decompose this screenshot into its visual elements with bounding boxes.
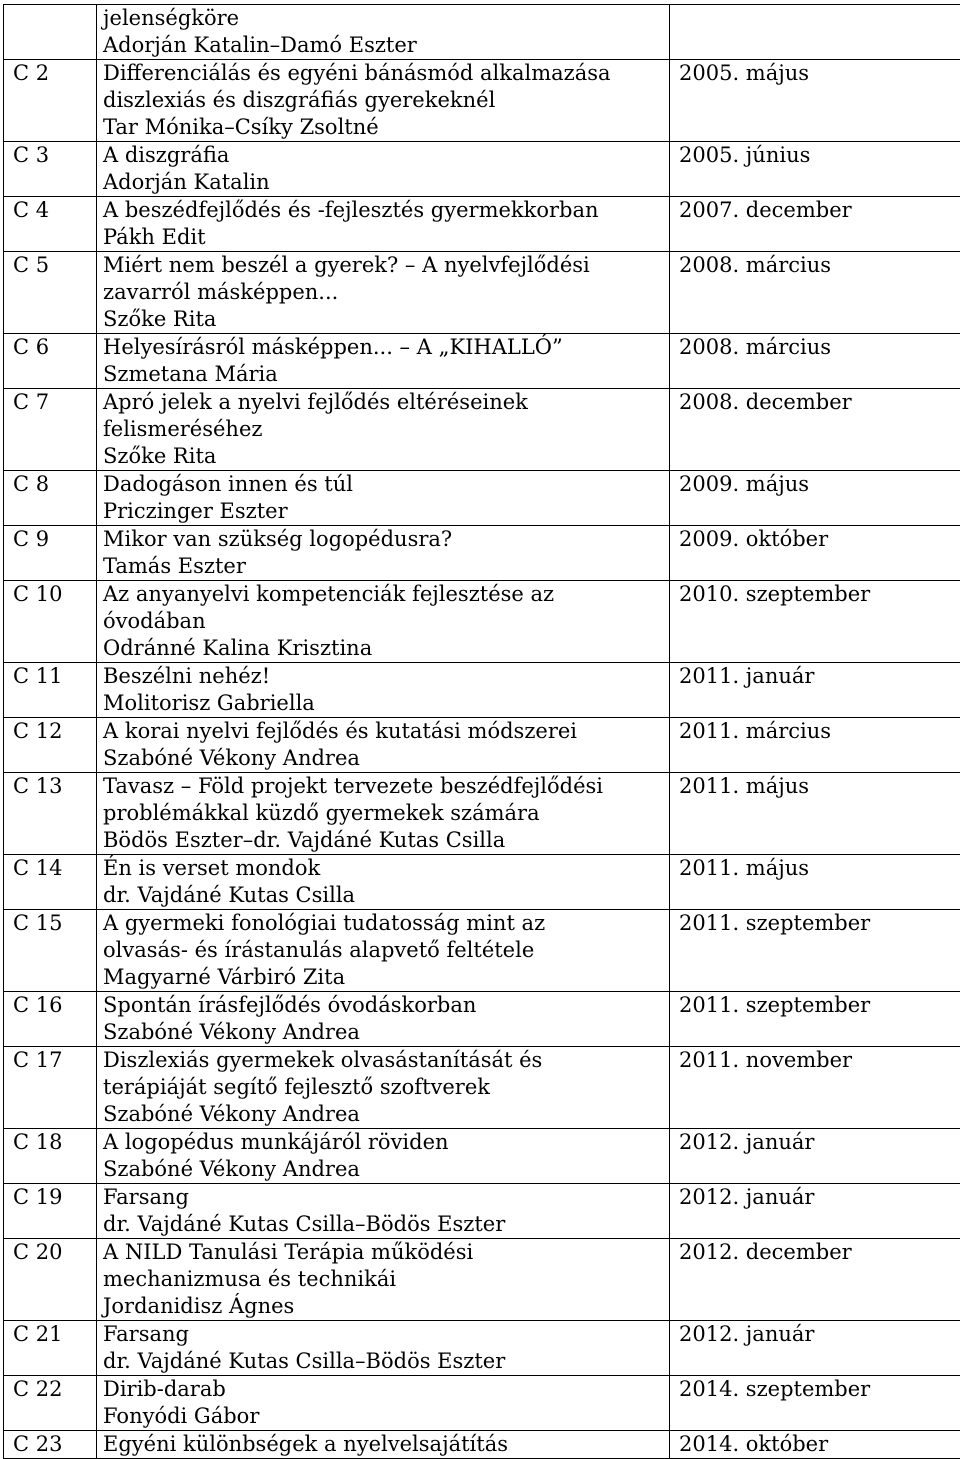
publication-date-cell [670,1431,960,1459]
publication-date: 2011. szeptember [679,992,960,1019]
table-row [4,1184,960,1239]
publication-date: 2012. január [679,1129,960,1156]
series-code-cell [4,389,97,471]
title-author-cell [97,992,670,1047]
series-code-cell [4,581,97,663]
publication-table-body [4,5,960,1459]
publication-title-line: Helyesírásról másképpen... – A „KIHALLÓ” [103,334,669,361]
series-code: C 14 [13,855,96,882]
series-code-cell [4,1376,97,1431]
publication-title-line: Diszlexiás gyermekek olvasástanítását és [103,1047,669,1074]
title-author-cell [97,718,670,773]
publication-title-line: Dadogáson innen és túl [103,471,669,498]
table-row [4,60,960,142]
series-code-cell [4,142,97,197]
publication-date: 2011. november [679,1047,960,1074]
table-row [4,855,960,910]
publication-date: 2005. június [679,142,960,169]
title-author-cell [97,581,670,663]
publication-authors: Szabóné Vékony Andrea [103,1101,669,1128]
series-code-cell [4,1184,97,1239]
title-author-cell [97,334,670,389]
series-code-cell [4,1321,97,1376]
table-row [4,1321,960,1376]
title-author-cell [97,60,670,142]
title-author-cell [97,1184,670,1239]
table-row [4,197,960,252]
publication-table [3,4,960,1459]
publication-date: 2005. május [679,60,960,87]
series-code-cell [4,718,97,773]
series-code: C 15 [13,910,96,937]
title-author-cell [97,773,670,855]
publication-date: 2011. január [679,663,960,690]
publication-date-cell [670,526,960,581]
series-code-cell [4,252,97,334]
publication-date-cell [670,1239,960,1321]
table-row [4,1047,960,1129]
series-code: C 23 [13,1431,96,1458]
series-code: C 10 [13,581,96,608]
series-code-cell [4,197,97,252]
publication-date: 2014. október [679,1431,960,1458]
series-code: C 17 [13,1047,96,1074]
title-author-cell [97,1129,670,1184]
publication-date: 2009. május [679,471,960,498]
series-code-cell [4,334,97,389]
table-row [4,252,960,334]
publication-authors: Szabóné Vékony Andrea [103,1019,669,1046]
series-code-cell [4,910,97,992]
publication-authors: Odránné Kalina Krisztina [103,635,669,662]
series-code: C 21 [13,1321,96,1348]
publication-date-cell [670,855,960,910]
publication-date: 2011. szeptember [679,910,960,937]
publication-authors: Szőke Rita [103,306,669,333]
series-code: C 16 [13,992,96,1019]
series-code-cell [4,1431,97,1459]
publication-date: 2008. március [679,252,960,279]
series-code-cell [4,992,97,1047]
publication-authors: Tar Mónika–Csíky Zsoltné [103,114,669,141]
table-row [4,142,960,197]
publication-date: 2011. március [679,718,960,745]
publication-title-line: A beszédfejlődés és -fejlesztés gyermekkorban [103,197,669,224]
publication-date: 2008. december [679,389,960,416]
publication-date-cell [670,581,960,663]
publication-date-cell [670,252,960,334]
publication-title-line: Egyéni különbségek a nyelvelsajátítás [103,1431,669,1458]
series-code-cell [4,5,97,60]
publication-date-cell [670,1184,960,1239]
publication-authors: Priczinger Eszter [103,498,669,525]
series-code: C 20 [13,1239,96,1266]
publication-title-line: felismeréséhez [103,416,669,443]
publication-title-line: problémákkal küzdő gyermekek számára [103,800,669,827]
series-code [13,5,96,32]
publication-date-cell [670,718,960,773]
series-code-cell [4,855,97,910]
series-code: C 5 [13,252,96,279]
title-author-cell [97,389,670,471]
publication-title-line: A NILD Tanulási Terápia működési [103,1239,669,1266]
table-row [4,1431,960,1459]
publication-date: 2014. szeptember [679,1376,960,1403]
publication-authors: Szabóné Vékony Andrea [103,1156,669,1183]
series-code: C 4 [13,197,96,224]
publication-date-cell [670,1321,960,1376]
publication-date: 2007. december [679,197,960,224]
title-author-cell [97,142,670,197]
series-code: C 8 [13,471,96,498]
publication-title-line: diszlexiás és diszgráfiás gyerekeknél [103,87,669,114]
series-code-cell [4,663,97,718]
publication-date-cell [670,1047,960,1129]
publication-title-line: A gyermeki fonológiai tudatosság mint az [103,910,669,937]
publication-title-line: Farsang [103,1184,669,1211]
series-code-cell [4,1047,97,1129]
publication-title-line: Farsang [103,1321,669,1348]
publication-date: 2010. szeptember [679,581,960,608]
publication-authors: Szőke Rita [103,443,669,470]
publication-date-cell [670,197,960,252]
publication-date-cell [670,5,960,60]
publication-title-line: Spontán írásfejlődés óvodáskorban [103,992,669,1019]
publication-authors: Tamás Eszter [103,553,669,580]
publication-date-cell [670,142,960,197]
publication-date: 2008. március [679,334,960,361]
publication-title-line: zavarról másképpen... [103,279,669,306]
table-row [4,910,960,992]
publication-date-cell [670,334,960,389]
publication-authors: dr. Vajdáné Kutas Csilla–Bödös Eszter [103,1211,669,1238]
publication-date: 2009. október [679,526,960,553]
publication-title-line: A korai nyelvi fejlődés és kutatási módszerei [103,718,669,745]
title-author-cell [97,1376,670,1431]
series-code: C 2 [13,60,96,87]
series-code: C 11 [13,663,96,690]
series-code: C 9 [13,526,96,553]
series-code-cell [4,773,97,855]
publication-date: 2012. január [679,1184,960,1211]
title-author-cell [97,252,670,334]
series-code-cell [4,1129,97,1184]
series-code: C 7 [13,389,96,416]
publication-authors: Molitorisz Gabriella [103,690,669,717]
publication-date-cell [670,910,960,992]
publication-title-line: Mikor van szükség logopédusra? [103,526,669,553]
publication-date-cell [670,471,960,526]
publication-authors: Jordanidisz Ágnes [103,1293,669,1320]
publication-date: 2012. december [679,1239,960,1266]
table-row [4,1376,960,1431]
publication-title-line: mechanizmusa és technikái [103,1266,669,1293]
publication-title-line: Differenciálás és egyéni bánásmód alkalmazása [103,60,669,87]
series-code: C 18 [13,1129,96,1156]
publication-authors: Szabóné Vékony Andrea [103,745,669,772]
table-row [4,389,960,471]
publication-date-cell [670,1376,960,1431]
publication-title-line: Miért nem beszél a gyerek? – A nyelvfejlődési [103,252,669,279]
title-author-cell [97,1239,670,1321]
publication-authors: Adorján Katalin–Damó Eszter [103,32,669,59]
series-code: C 19 [13,1184,96,1211]
publication-title-line: Tavasz – Föld projekt tervezete beszédfejlődési [103,773,669,800]
publication-title-line: Apró jelek a nyelvi fejlődés eltéréseinek [103,389,669,416]
publication-title-line: Én is verset mondok [103,855,669,882]
table-row [4,1129,960,1184]
table-row [4,581,960,663]
table-row [4,773,960,855]
publication-date: 2011. május [679,855,960,882]
title-author-cell [97,1047,670,1129]
title-author-cell [97,910,670,992]
series-code-cell [4,1239,97,1321]
publication-authors: Magyarné Várbiró Zita [103,964,669,991]
publication-title-line: Dirib-darab [103,1376,669,1403]
publication-title-line: olvasás- és írástanulás alapvető feltétele [103,937,669,964]
title-author-cell [97,197,670,252]
title-author-cell [97,526,670,581]
publication-title-line: terápiáját segítő fejlesztő szoftverek [103,1074,669,1101]
publication-authors: dr. Vajdáné Kutas Csilla–Bödös Eszter [103,1348,669,1375]
series-code-cell [4,526,97,581]
publication-authors: Fonyódi Gábor [103,1403,669,1430]
title-author-cell [97,1431,670,1459]
table-row [4,5,960,60]
publication-date [679,5,960,32]
series-code: C 3 [13,142,96,169]
publication-title-line: Az anyanyelvi kompetenciák fejlesztése az [103,581,669,608]
publication-authors: Szmetana Mária [103,361,669,388]
series-code-cell [4,60,97,142]
publication-authors: dr. Vajdáné Kutas Csilla [103,882,669,909]
publication-date-cell [670,773,960,855]
publication-date-cell [670,992,960,1047]
series-code: C 22 [13,1376,96,1403]
publication-date-cell [670,389,960,471]
publication-authors: Bödös Eszter–dr. Vajdáné Kutas Csilla [103,827,669,854]
publication-date-cell [670,663,960,718]
title-author-cell [97,855,670,910]
publication-date: 2012. január [679,1321,960,1348]
series-code-cell [4,471,97,526]
publication-date-cell [670,60,960,142]
table-row [4,718,960,773]
publication-date-cell [670,1129,960,1184]
series-code: C 6 [13,334,96,361]
title-author-cell [97,663,670,718]
publication-title-line: A logopédus munkájáról röviden [103,1129,669,1156]
publication-title-line: A diszgráfia [103,142,669,169]
table-row [4,334,960,389]
publication-title-line: óvodában [103,608,669,635]
publication-authors: Adorján Katalin [103,169,669,196]
title-author-cell [97,1321,670,1376]
table-row [4,992,960,1047]
series-code: C 13 [13,773,96,800]
title-author-cell [97,471,670,526]
publication-title-line: jelenségköre [103,5,669,32]
table-row [4,1239,960,1321]
publication-title-line: Beszélni nehéz! [103,663,669,690]
publication-date: 2011. május [679,773,960,800]
table-row [4,471,960,526]
publication-authors: Pákh Edit [103,224,669,251]
series-code: C 12 [13,718,96,745]
table-row [4,663,960,718]
title-author-cell [97,5,670,60]
table-row [4,526,960,581]
